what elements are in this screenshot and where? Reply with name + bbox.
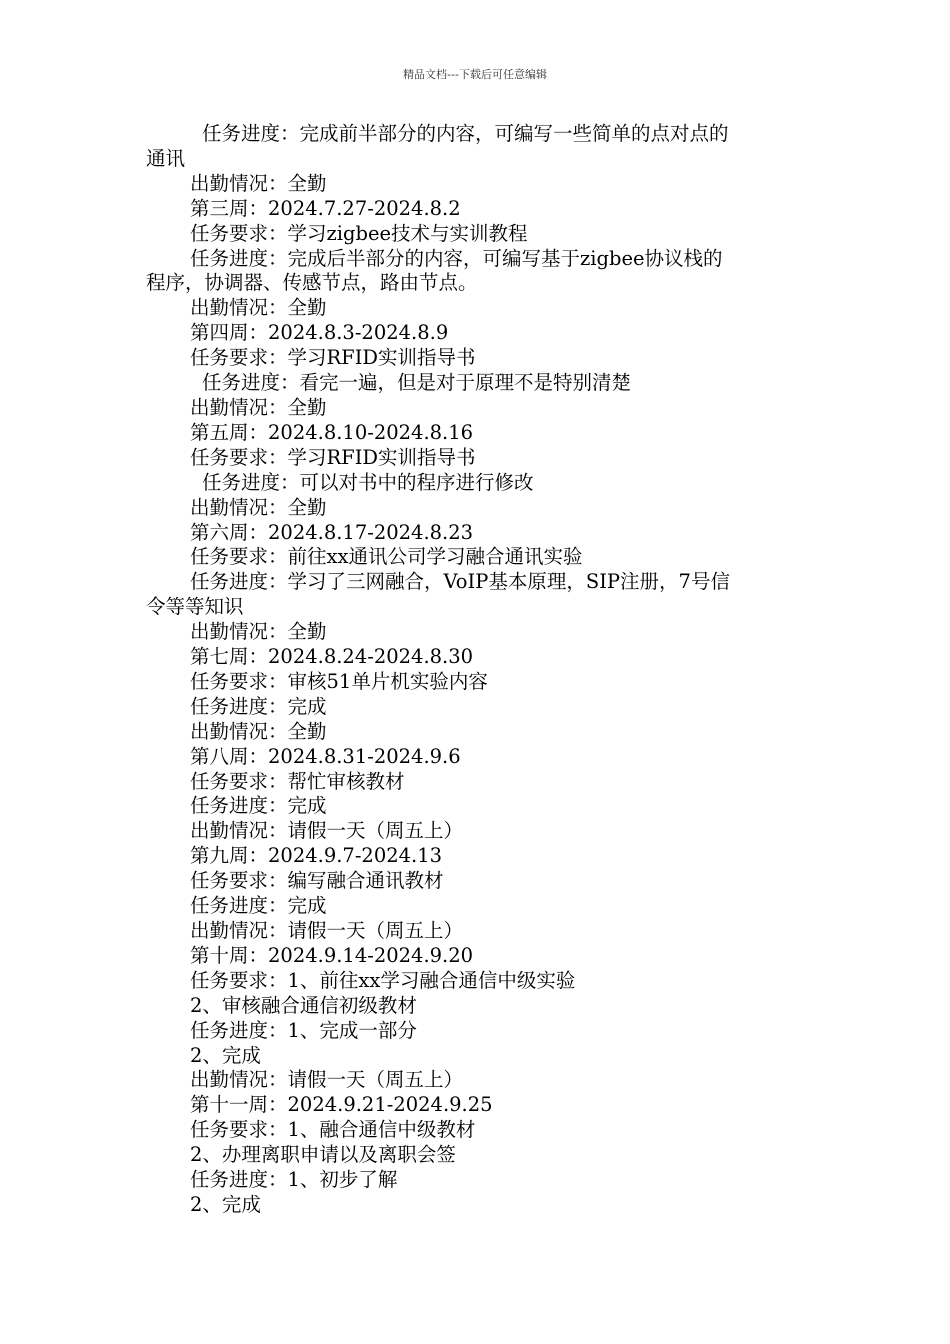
text-line: 出勤情况：请假一天（周五上） (190, 1068, 464, 1092)
text-line: 2、审核融合通信初级教材 (190, 993, 417, 1017)
text-line: 任务要求：1、融合通信中级教材 (190, 1118, 476, 1142)
text-line: 出勤情况：全勤 (190, 171, 327, 195)
text-line: 第六周：2024.8.17-2024.8.23 (190, 520, 474, 544)
text-line: 任务进度：完成后半部分的内容，可编写基于zigbee协议栈的 (190, 246, 723, 270)
text-line: 任务要求：学习RFID实训指导书 (190, 445, 476, 469)
text-line: 令等等知识 (146, 595, 244, 619)
text-line: 出勤情况：全勤 (190, 395, 327, 419)
text-line: 任务要求：编写融合通讯教材 (190, 869, 444, 893)
text-line: 出勤情况：全勤 (190, 296, 327, 320)
text-line: 任务要求：学习RFID实训指导书 (190, 346, 476, 370)
text-line: 通讯 (146, 146, 186, 170)
text-line: 任务要求：前往xx通讯公司学习融合通讯实验 (190, 545, 583, 569)
text-line: 任务进度：可以对书中的程序进行修改 (202, 470, 534, 494)
text-line: 任务进度：完成前半部分的内容，可编写一些简单的点对点的 (202, 122, 729, 145)
page-header: 精品文档---下载后可任意编辑 (403, 68, 547, 81)
text-line: 第七周：2024.8.24-2024.8.30 (190, 645, 474, 669)
text-line: 出勤情况：请假一天（周五上） (190, 819, 464, 843)
text-line: 出勤情况：全勤 (190, 495, 327, 519)
text-line: 任务要求：帮忙审核教材 (190, 769, 405, 793)
text-line: 程序，协调器、传感节点，路由节点。 (146, 271, 478, 295)
text-line: 任务进度：学习了三网融合，VoIP基本原理，SIP注册，7号信 (190, 570, 730, 594)
text-line: 2、完成 (190, 1192, 261, 1216)
text-line: 第八周：2024.8.31-2024.9.6 (190, 744, 461, 768)
text-line: 任务进度：完成 (190, 794, 327, 818)
text-line: 任务要求：学习zigbee技术与实训教程 (190, 221, 528, 245)
text-line: 2、完成 (190, 1043, 261, 1067)
text-line: 出勤情况：请假一天（周五上） (190, 919, 464, 942)
text-line: 任务进度：看完一遍，但是对于原理不是特别清楚 (202, 371, 632, 395)
text-line: 任务进度：完成 (190, 894, 327, 918)
text-line: 第三周：2024.7.27-2024.8.2 (190, 196, 461, 220)
document-body (146, 122, 816, 1218)
text-line: 第十一周：2024.9.21-2024.9.25 (190, 1093, 493, 1117)
text-line: 出勤情况：全勤 (190, 620, 327, 644)
text-line: 第五周：2024.8.10-2024.8.16 (190, 420, 474, 444)
text-line: 第九周：2024.9.7-2024.13 (190, 844, 443, 868)
text-line: 任务进度：1、初步了解 (190, 1168, 398, 1192)
text-line: 第四周：2024.8.3-2024.8.9 (190, 321, 449, 345)
text-line: 2、办理离职申请以及离职会签 (190, 1143, 456, 1167)
text-line: 第十周：2024.9.14-2024.9.20 (190, 943, 474, 967)
text-line: 任务要求：审核51单片机实验内容 (190, 669, 488, 693)
text-line: 出勤情况：全勤 (190, 719, 327, 743)
text-line: 任务要求：1、前往xx学习融合通信中级实验 (190, 968, 576, 992)
text-line: 任务进度：完成 (190, 694, 327, 718)
text-line: 任务进度：1、完成一部分 (190, 1018, 417, 1042)
